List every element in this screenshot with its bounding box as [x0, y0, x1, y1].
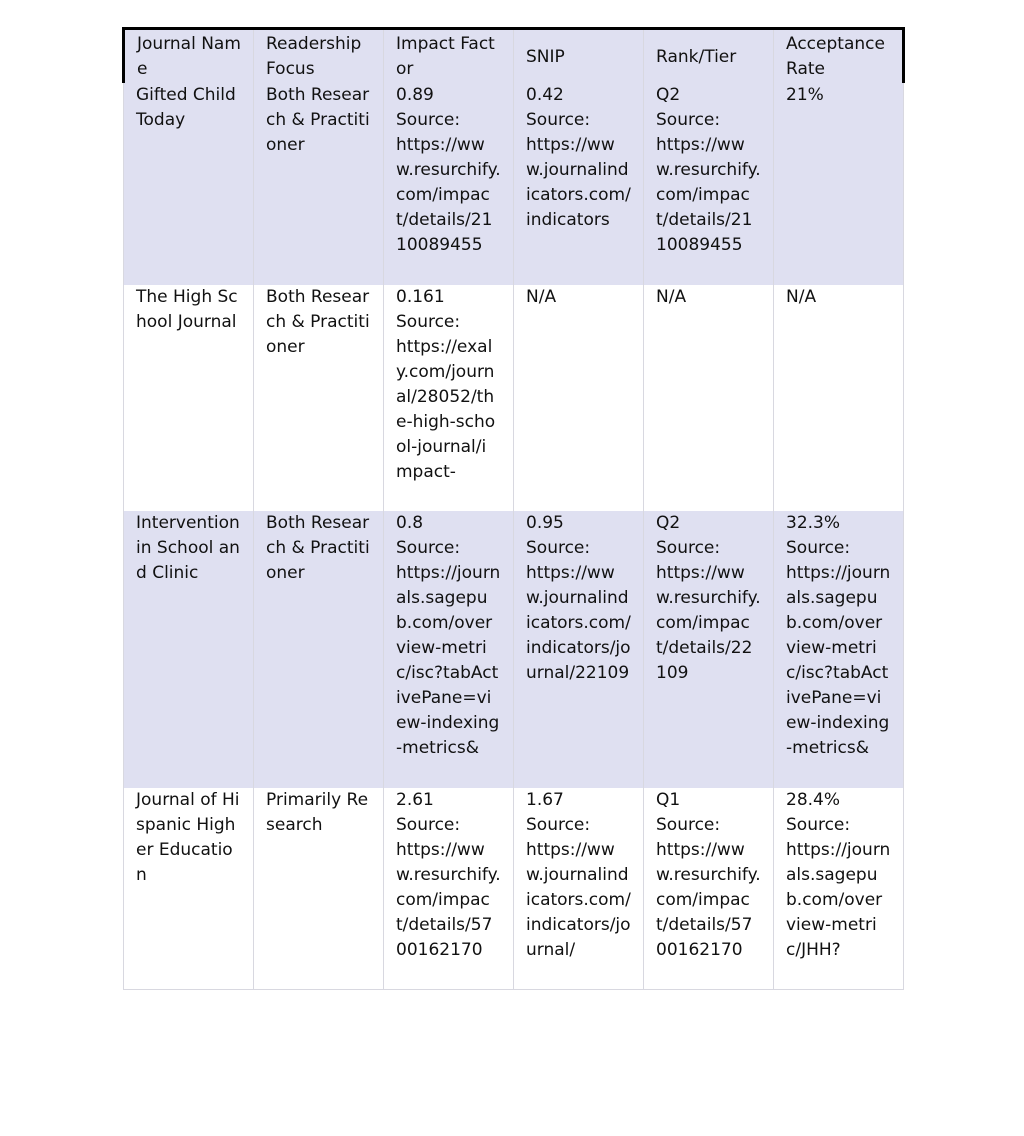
- cell-acceptance-rate: [774, 83, 904, 285]
- snip-value: N/A: [526, 287, 557, 307]
- cell-readership: [254, 83, 384, 285]
- cell-journal-name: [124, 285, 254, 511]
- source-url: https://www.journalindicators.com/indicators/journal/: [526, 840, 631, 960]
- cell-journal-name: [124, 788, 254, 990]
- cell-acceptance-rate: [774, 788, 904, 990]
- cell-rank-tier: [644, 285, 774, 511]
- source-url: https://journals.sagepub.com/overview-metric/isc?tabActivePane=view-indexing-metrics&: [396, 563, 501, 758]
- rank-value: Q2: [656, 513, 681, 533]
- source-label: Source:: [396, 110, 461, 130]
- journal-name-text: Journal of Hispanic Higher Education: [136, 790, 240, 885]
- source-url: https://journals.sagepub.com/overview-metric/isc?tabActivePane=view-indexing-metrics&: [786, 563, 891, 758]
- cell-snip: [514, 788, 644, 990]
- snip-value: 0.42: [526, 85, 564, 105]
- source-label: Source:: [656, 815, 721, 835]
- header-impact-factor: Impact Factor: [384, 29, 514, 84]
- source-label: Source:: [396, 312, 461, 332]
- table-row: [124, 285, 904, 511]
- table-row: [124, 788, 904, 990]
- readership-text: Primarily Research: [266, 790, 369, 835]
- header-rank-tier: Rank/Tier: [644, 29, 774, 84]
- acceptance-value: 28.4%: [786, 790, 841, 810]
- cell-impact-factor: [384, 511, 514, 788]
- source-label: Source:: [656, 538, 721, 558]
- impact-factor-value: 0.8: [396, 513, 424, 533]
- source-url: https://www.resurchify.com/impact/details/2110089455: [396, 135, 501, 255]
- source-url: https://www.journalindicators.com/indicators/journal/22109: [526, 563, 631, 683]
- header-readership-focus: Readership Focus: [254, 29, 384, 84]
- cell-readership: [254, 285, 384, 511]
- readership-text: Both Research & Practitioner: [266, 85, 370, 155]
- acceptance-value: N/A: [786, 287, 817, 307]
- source-url: https://exaly.com/journal/28052/the-high-school-journal/impact-: [396, 337, 496, 482]
- source-label: Source:: [526, 815, 591, 835]
- source-label: Source:: [396, 815, 461, 835]
- header-snip: SNIP: [514, 29, 644, 84]
- rank-value: N/A: [656, 287, 687, 307]
- source-label: Source:: [526, 538, 591, 558]
- source-url: https://www.resurchify.com/impact/details/22109: [656, 563, 761, 683]
- source-label: Source:: [656, 110, 721, 130]
- cell-rank-tier: [644, 788, 774, 990]
- cell-rank-tier: [644, 83, 774, 285]
- cell-acceptance-rate: [774, 285, 904, 511]
- cell-rank-tier: [644, 511, 774, 788]
- impact-factor-value: 0.89: [396, 85, 434, 105]
- cell-impact-factor: [384, 83, 514, 285]
- impact-factor-value: 0.161: [396, 287, 445, 307]
- cell-journal-name: [124, 83, 254, 285]
- acceptance-value: 21%: [786, 85, 824, 105]
- journal-name-text: The High School Journal: [136, 287, 238, 332]
- cell-impact-factor: [384, 788, 514, 990]
- journal-name-text: Gifted Child Today: [136, 85, 236, 130]
- table-row: [124, 511, 904, 788]
- cell-readership: [254, 788, 384, 990]
- source-label: Source:: [526, 110, 591, 130]
- source-url: https://www.resurchify.com/impact/details/2110089455: [656, 135, 761, 255]
- cell-snip: [514, 511, 644, 788]
- impact-factor-value: 2.61: [396, 790, 434, 810]
- source-url: https://www.resurchify.com/impact/details/5700162170: [656, 840, 761, 960]
- source-url: https://www.resurchify.com/impact/details/5700162170: [396, 840, 501, 960]
- journal-comparison-table: [122, 27, 905, 990]
- header-acceptance-rate: Acceptance Rate: [774, 29, 904, 84]
- rank-value: Q2: [656, 85, 681, 105]
- readership-text: Both Research & Practitioner: [266, 287, 370, 357]
- table-header-row: [124, 29, 904, 84]
- acceptance-value: 32.3%: [786, 513, 841, 533]
- cell-journal-name: [124, 511, 254, 788]
- header-journal-name: Journal Name: [124, 29, 254, 84]
- snip-value: 1.67: [526, 790, 564, 810]
- journal-name-text: Intervention in School and Clinic: [136, 513, 240, 583]
- cell-snip: [514, 285, 644, 511]
- source-label: Source:: [786, 815, 851, 835]
- cell-impact-factor: [384, 285, 514, 511]
- cell-snip: [514, 83, 644, 285]
- source-label: Source:: [786, 538, 851, 558]
- snip-value: 0.95: [526, 513, 564, 533]
- table-row: [124, 83, 904, 285]
- rank-value: Q1: [656, 790, 681, 810]
- source-url: https://www.journalindicators.com/indicators: [526, 135, 631, 230]
- source-url: https://journals.sagepub.com/overview-metric/JHH?: [786, 840, 891, 960]
- cell-acceptance-rate: [774, 511, 904, 788]
- source-label: Source:: [396, 538, 461, 558]
- cell-readership: [254, 511, 384, 788]
- readership-text: Both Research & Practitioner: [266, 513, 370, 583]
